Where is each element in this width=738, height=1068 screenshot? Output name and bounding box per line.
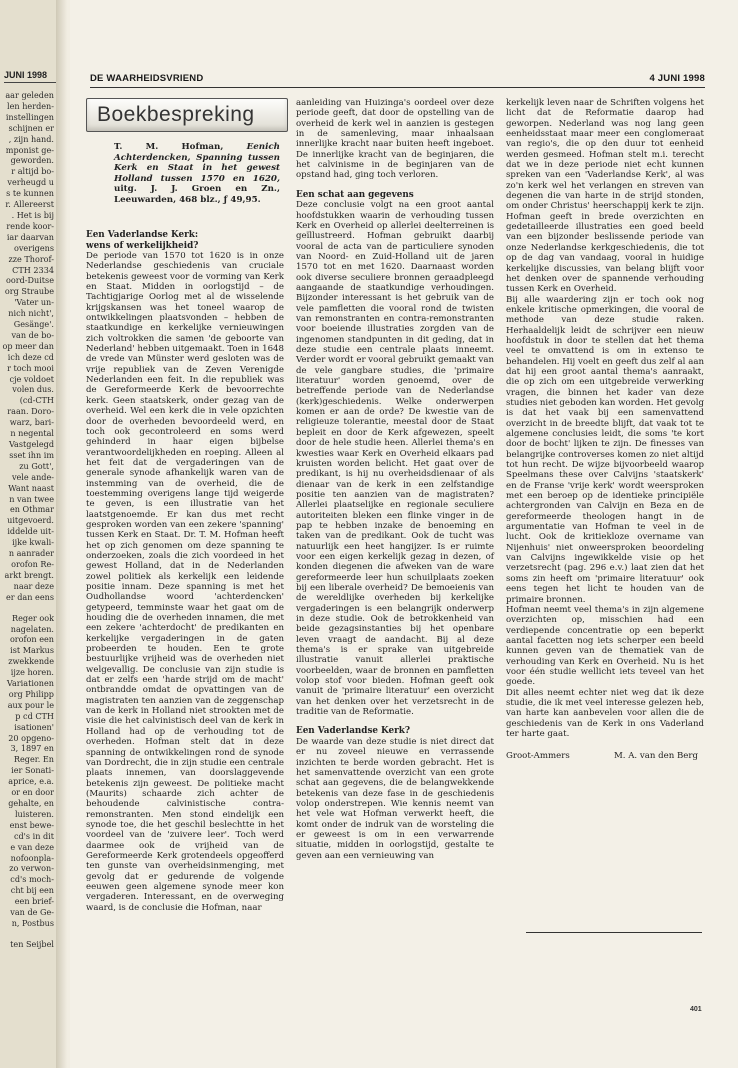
- left-page-line: cd's in dit: [13, 830, 54, 841]
- paragraph: De waarde van deze studie is niet direct dat er nu zoveel nieuwe en verrassende inzichten te berde worden gebracht. Het is het samenvattende overzicht van een grote schat aan gegevens, die de belangwekkende betekenis van deze fase in de geschiedenis volop onderstrepen. Wie kennis neemt van het vele wat Hofman verwerkt heeft, die komt onder de indruk van de worsteling die er geweest is om in een verwarrende situatie, midden in oorlogstijd, gestalte te geven aan een vernieuwing van: [296, 736, 494, 861]
- article-end-rule: [526, 932, 702, 933]
- left-page-line: , zijn hand.: [8, 133, 54, 144]
- left-page-line: ich deze cd: [7, 351, 54, 362]
- left-page-line: nofoonpla-: [10, 852, 54, 863]
- left-page-line: Variationen: [6, 678, 54, 689]
- left-page-line: orofon een: [9, 634, 54, 645]
- left-page-line: uitgevoerd.: [7, 515, 54, 526]
- left-page-line: er dan eens: [6, 591, 54, 602]
- left-page-line: e van deze: [10, 841, 54, 852]
- section-title: Boekbespreking: [86, 98, 288, 132]
- left-page-line: Reger. En: [13, 754, 54, 765]
- left-page-line: nagelaten.: [10, 623, 54, 634]
- left-page-line: cht bij een: [10, 885, 54, 896]
- column-1: [86, 98, 284, 913]
- left-page-line: iar daarvan: [6, 231, 54, 242]
- paragraph: Dit alles neemt echter niet weg dat ik deze studie, die ik met veel interesse gelezen heb, van harte kan aanbevelen voor allen die de geschiedenis van de Kerk in ons Vaderland ter harte gaat.: [506, 687, 704, 739]
- left-page-line: cd's moch-: [10, 874, 54, 885]
- paragraph: Deze conclusie volgt na een groot aantal hoofdstukken waarin de verhouding tussen Kerk en Overheid op allerlei deelterreinen is geïllustreerd. Hofman gebruikt daarbij vooral de acta van de particuliere synoden van Noord- en Zuid-Holland uit de jaren 1570 tot en met 1620. Daarnaast worden ook diverse seculiere bronnen geraadpleegd aangaande de staatkundige verhoudingen. Bijzonder interessant is het gebruik van de vele pamfletten die vooral rond de twisten van remonstranten en contra-remonstranten voor boeiende illustraties zorgden van de ingenomen standpunten in dit geding, dat in deze studie een centrale plaats inneemt. Verder wordt er vooral gebruikt gemaakt van de vele gangbare studies, die 'primaire literatuur' worden genoemd, over de betreffende periode van de Nederlandse (kerk)geschiedenis. Welke onderwerpen komen er aan de orde? De kwestie van de religieuze tolerantie, meestal door de Staat bepleit en door de Kerk afgewezen, speelt door de hele studie heen. Allerlei thema's en kwesties waar Kerk en Overheid elkaars pad kruisten worden belicht. Het gaat over de predikant, is hij nu overheidsdienaar of als dienaar van de kerk in een zelfstandige positie ten aanzien van de magistraten? Allerlei plaatselijke en regionale seculiere autoriteiten bleken een flinke vinger in de pap te hebben inzake de benoeming en taken van de predikant. Ook de tucht was natuurlijk een heet hangijzer. Is er ruimte voor een eigen kerkelijk gezag in dezen, of konden diegenen die afweken van de ware gereformeerde leer hun schuilplaats zoeken bij een liberale overheid? De bemoeienis van de wereldlijke overheden bij kerkelijke vergaderingen is een belangrijk onderwerp in deze studie. Ook de betrokkenheid van beide gezagsinstanties bij het openbare leven vraagt de aandacht. Bij al deze thema's is er sprake van uitgebreide illustratie vanuit allerlei praktische voorbeelden, waar de bronnen en pamfletten volop stof voor bieden. Hofman geeft ook vanuit de 'primaire literatuur' een overzicht van het denken over het verzetsrecht in de traditie van de Reformatie.: [296, 200, 494, 718]
- paragraph: De periode van 1570 tot 1620 is in onze Nederlandse geschiedenis van cruciale betekenis geweest voor de vorming van Kerk en Staat. Midden in oorlogstijd – de Tachtigjarige Oorlog met al de wisselende krijgskansen was het toneel waarop de ontwikkelingen plaatsvonden – hebben de staatkundige en kerkelijke vernieuwingen zich voltrokken die samen 'de geboorte van Nederland' hebben uitgemaakt. Toen in 1648 de vrede van Münster werd gesloten was de vrije republiek van de Zeven Verenigde Nederlanden een feit. In die republiek was de Gereformeerde Kerk de bevoorrechte kerk. Geen staatskerk, onder gezag van de overheid. Wel een kerk die in vele opzichten door de overheden bevoordeeld werd, en toch ook gecontroleerd en soms werd gehinderd in haar eigen bijbelse verantwoordelijkheden en roeping. Alleen al het feit dat de vergaderingen van de generale synode afhankelijk waren van de instemming van de overheid, die de toestemming overigens lange tijd weigerde te geven, is een illustratie van het laatstgenoemde. Er kan dus met recht gesproken worden van een zekere 'spanning' tussen Kerk en Staat. Dr. T. M. Hofman heeft het op zich genomen om deze spanning te onderzoeken, zoals die zich voordeed in het gewest Holland, dat in de Nederlanden zowel politiek als kerkelijk een leidende positie innam. Deze spanning is met het Oudhollandse woord 'achterdencken' getypeerd, temminste waar het gaat om de houding die de overheden innamen, die met een zekere 'achterdocht' de predikanten en kerkelijke vergaderingen in de gaten probeerden te houden. Een te grote bestuurlijke vrijheid was de overheden niet welgevallig. De conclusie van zijn studie is dat er zelfs een 'harde strijd om de macht' ontbrandde omdat de opvattingen van de magistraten ten aanzien van de zeggenschap van de kerk in Holland niet strookten met de visie die het calvinistisch deel van de kerk in Holland had op de verhouding tot de overheden. Hofman stelt dat in deze spanning de ontwikkelingen rond de synode van Dordrecht, die in zijn studie een centrale plaats innemen, van doorslaggevende betekenis zijn geweest. De politieke macht (Maurits) schaarde zich achter de behoudende calvinistische contra-remonstranten. Men stond eindelijk een synode toe, die het geschil beslechtte in het voordeel van de 'zuivere leer'. Toch werd daarmee ook de vrijheid van de Gereformeerde Kerk grotendeels opgeofferd ten gunste van overheidsinmenging, met gevolg dat er gedurende de volgende eeuwen geen algemene synode meer kon vergaderen. Interessant, en de overweging waard, is de conclusie die Hofman, naar: [86, 251, 284, 913]
- left-page-line: nich nicht',: [8, 308, 54, 319]
- column-2: [296, 98, 494, 888]
- left-page-line: ijze horen.: [10, 667, 54, 678]
- subheading: Een schat aan gegevens: [296, 189, 414, 200]
- paragraph: Hofman neemt veel thema's in zijn algemene overzichten op, misschien had een verdiepende concentratie op een beperkt aantal facetten nog iets scherper een beeld kunnen geven van de thematiek van de verhouding van Kerk en Overheid. Nu is het voor één studie wellicht iets teveel van het goede.: [506, 604, 704, 688]
- left-page-line: zu Gott',: [19, 460, 54, 471]
- column-3: [506, 98, 704, 888]
- left-page-line: van de Ge-: [10, 907, 54, 918]
- left-page-line: iddelde uit-: [7, 526, 54, 537]
- page-number: 401: [690, 1006, 702, 1013]
- left-page-text: [0, 90, 54, 950]
- book-title: Eenich Achterdencken, Spanning tussen Kerk en Staat in het gewest Holland tussen 1570 en 1620,: [114, 142, 280, 184]
- left-page-line: 'Vater un-: [14, 297, 54, 308]
- left-page-line: luisteren.: [14, 808, 54, 819]
- book-bibliography: [114, 142, 280, 206]
- left-page-line: een brief-: [14, 896, 54, 907]
- left-page-line: van de bo-: [11, 329, 54, 340]
- page-header: [90, 73, 705, 88]
- left-page-line: org Straube: [4, 286, 54, 297]
- left-page-line: r toch mooi: [7, 362, 54, 373]
- signature-name: M. A. van den Berg: [613, 751, 698, 762]
- signature-line: [506, 751, 704, 761]
- article-columns: [86, 98, 706, 913]
- left-page-line: instellingen: [5, 111, 54, 122]
- left-page-line: op meer dan: [2, 340, 54, 351]
- signature-place: Groot-Ammers: [506, 751, 570, 762]
- left-page-line: (cd-CTH: [19, 395, 54, 406]
- left-page-line: n negental: [10, 428, 54, 439]
- left-page-line: schijnen er: [8, 122, 54, 133]
- left-page-line: Gesänge'.: [13, 319, 54, 330]
- left-page-line: Vastgelegd: [8, 439, 54, 449]
- left-page-line: ijke kwali-: [12, 537, 54, 548]
- left-page-line: geworden.: [10, 155, 54, 166]
- left-page-line: . Het is bij: [11, 209, 54, 220]
- left-page-line: n van twee: [9, 493, 54, 504]
- left-page-line: or en door: [11, 787, 54, 798]
- left-page-line: vele ande-: [11, 471, 54, 482]
- issue-date: 4 JUNI 1998: [649, 73, 705, 84]
- left-page-line: rende koor-: [6, 220, 54, 231]
- left-page-line: volen dus.: [12, 384, 54, 395]
- left-page-line: arkt brengt.: [4, 569, 54, 580]
- left-page-line: zze Thorof-: [8, 253, 54, 264]
- book-author: T. M. Hofman,: [114, 142, 224, 152]
- left-page-line: naar deze: [13, 580, 54, 591]
- left-page-line: zwekkende: [8, 656, 54, 667]
- left-page-line: org Philipp: [8, 688, 54, 699]
- left-page-line: CTH 2334: [12, 264, 54, 275]
- left-page-header: JUNI 1998: [4, 70, 56, 83]
- left-page-line: 20 opgeno-: [8, 732, 54, 743]
- left-page-line: en Othmar: [9, 504, 54, 515]
- left-page-line: raan. Doro-: [7, 406, 54, 417]
- left-page-gap: [0, 929, 54, 939]
- left-page-gap: [0, 603, 54, 613]
- left-page-line: aprice, e.a.: [8, 776, 54, 787]
- subheading: Een Vaderlandse Kerk?: [296, 726, 410, 737]
- left-page-line: n, Postbus: [11, 917, 54, 928]
- left-page-fragment: [0, 0, 56, 1068]
- page-gutter: [56, 0, 70, 1068]
- left-page-line: sset ihn im: [9, 449, 54, 460]
- left-page-line: r altijd bo-: [11, 166, 54, 177]
- paragraph: Bij alle waardering zijn er toch ook nog enkele kritische opmerkingen, die vooral de methode van deze studie raken. Herhaaldelijk leidt de schrijver een nieuw hoofdstuk in door te stellen dat het thema veel te omvattend is om in extenso te behandelen. Hij voelt en geeft dus zelf al aan dat hij een groot aantal thema's aanraakt, die op zich om een uitgebreide verwerking vragen, die binnen het kader van deze studies niet geboden kan worden. Het gevolg is dat het vaak bij een samenvattend overzicht in de breedte blijft, dat vaak tot te algemene conclusies leidt, die soms 'te kort door de bocht' lijken te zijn. De finesses van belangrijke controverses komen zo niet altijd tot hun recht. De wijze bijvoorbeeld waarop Speelmans these over Calvijns 'staatskerk' en de Franse 'vrije kerk' wordt weersproken met een beroep op de identieke principiële achtergronden van Calvijn en Beza en de gereformeerde theologen hangt in de argumentatie van Hofman te veel in de lucht. Ook de kritiekloze overname van Nijenhuis' niet onweersproken beoordeling van Calvijns ingewikkelde visie op het verzetsrecht (pag. 296 e.v.) laat zien dat het soms zin heeft om 'primaire literatuur' ook eens tegen het licht te houden van de primaire bronnen.: [506, 294, 704, 605]
- left-page-line: aar geleden: [5, 90, 54, 100]
- left-page-line: p cd CTH: [15, 710, 54, 721]
- left-page-line: oord-Duitse: [5, 275, 54, 286]
- left-page-line: ier Sonati-: [11, 765, 54, 776]
- left-page-line: gehalte, en: [8, 798, 54, 808]
- left-page-line: s te kunnen: [6, 188, 54, 199]
- left-page-line: cje voldoet: [9, 373, 54, 384]
- left-page-line: overigens: [13, 242, 54, 253]
- left-page-line: mponist ge-: [5, 144, 54, 155]
- left-page-line: Reger ook: [12, 612, 54, 623]
- book-publisher: uitg. J. J. Groen en Zn., Leeuwarden, 468 blz., ƒ 49,95.: [114, 184, 280, 205]
- left-page-line: warz, bari-: [9, 417, 54, 428]
- left-page-line: Want naast: [8, 482, 54, 493]
- left-page-line: enst bewe-: [9, 819, 54, 830]
- subheading: Een Vaderlandse Kerk: wens of werkelijkheid?: [86, 230, 199, 251]
- left-page-line: aux pour le: [7, 699, 54, 710]
- left-page-line: isationen': [14, 721, 54, 732]
- left-page-line: zo verwon-: [9, 863, 54, 874]
- paragraph: aanleiding van Huizinga's oordeel over deze periode geeft, dat door de opstelling van de overheid de kerk wel in aanzien is gestegen in de samenleving, maar inhaalsaan innerlijke kracht naar buiten heeft ingeboet. De innerlijke kracht van de beginjaren, die het calvinisme in de beginjaren van de opstand had, ging toch verloren.: [296, 98, 494, 181]
- left-page-line: 3, 1897 en: [10, 743, 54, 754]
- left-page-line: r. Allereerst: [5, 199, 54, 210]
- left-page-line: orofon Re-: [11, 558, 54, 569]
- section-banner-block: [86, 98, 284, 222]
- left-page-line: ten Seijbel: [10, 938, 54, 949]
- left-page-line: verheugd u: [7, 177, 54, 188]
- left-page-line: n aanrader: [8, 548, 54, 559]
- paragraph: kerkelijk leven naar de Schriften volgens het licht dat de Reformatie daarop had geworpen. Nederland was nog lang geen eenheidsstaat maar meer een conglomeraat van regio's, die op den duur tot eenheid werden gesmeed. Hofman stelt m.i. terecht dat we in deze periode niet echt kunnen spreken van een 'Vaderlandse Kerk', al was zo'n kerk wel het verlangen en streven van degenen die van harte in de strijd stonden, om onder Christus' heerschappij kerk te zijn. Hofman geeft in brede overzichten en gedetailleerde illustraties een goed beeld van een bijzonder beslissende periode van onze Nederlandse kerkgeschiedenis, die tot op de dag van vandaag, vooral in huidige kerkelijke discussies, van belang blijft voor het denken over de spannende verhouding tussen Kerk en Overheid.: [506, 98, 704, 295]
- left-page-line: len herden-: [7, 100, 54, 111]
- right-page: [70, 0, 738, 1068]
- publication-name: DE WAARHEIDSVRIEND: [90, 73, 204, 84]
- left-page-line: ist Markus: [10, 645, 54, 656]
